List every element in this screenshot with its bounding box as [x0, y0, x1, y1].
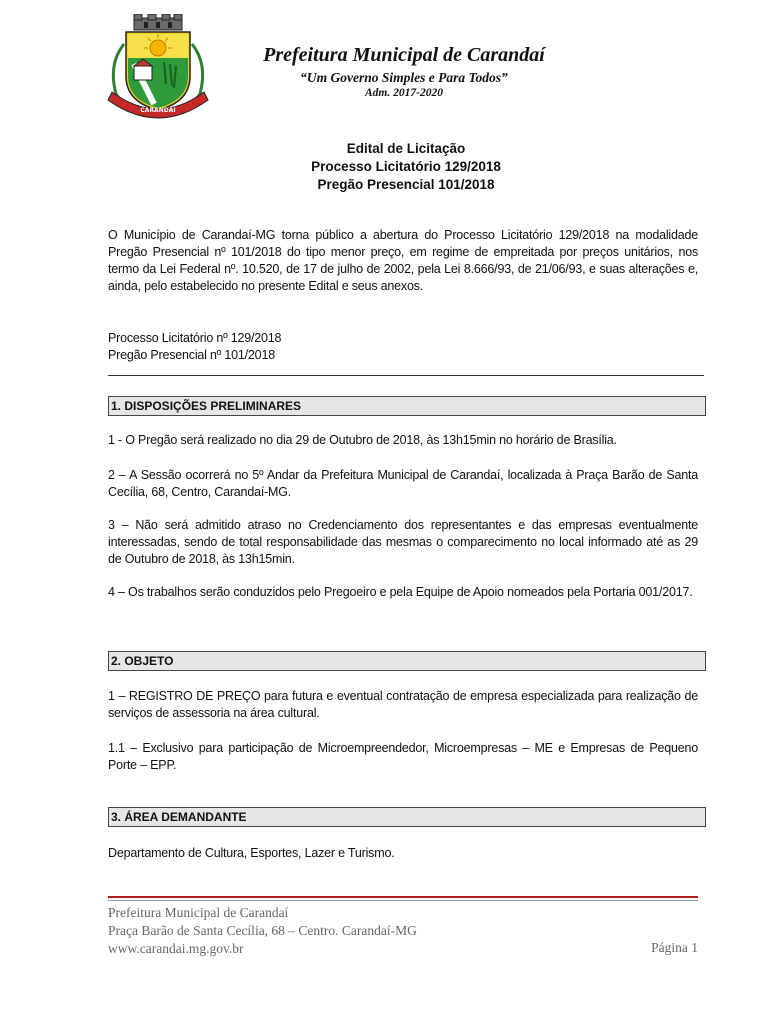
footer-website: www.carandai.mg.gov.br — [108, 941, 244, 956]
section2-paragraph-1: 1 – REGISTRO DE PREÇO para futura e eventual contratação de empresa especializada para realização de serviços de assessoria na área cultural. — [108, 689, 698, 720]
header-administration: Adm. 2017-2020 — [365, 87, 443, 99]
header-title: Prefeitura Municipal de Carandaí — [263, 44, 545, 66]
reference-process: Processo Licitatório nº 129/2018 — [108, 331, 282, 345]
title-line-2: Processo Licitatório 129/2018 — [311, 159, 501, 174]
section-heading-area-demandante: 3. ÁREA DEMANDANTE — [108, 807, 706, 827]
section-heading-preliminares: 1. DISPOSIÇÕES PRELIMINARES — [108, 396, 706, 416]
document-title — [108, 140, 704, 194]
process-reference — [108, 330, 698, 364]
section1-paragraph-1: 1 - O Pregão será realizado no dia 29 de Outubro de 2018, às 13h15min no horário de Brasília. — [108, 433, 617, 447]
section3-paragraph-1: Departamento de Cultura, Esportes, Lazer e Turismo. — [108, 846, 395, 860]
separator-line — [108, 375, 704, 376]
section1-paragraph-2: 2 – A Sessão ocorrerá no 5º Andar da Prefeitura Municipal de Carandaí, localizada à Praça Barão de Santa Cecília, 68, Centro, Carandaí-MG. — [108, 468, 698, 499]
footer-org-name: Prefeitura Municipal de Carandaí — [108, 905, 289, 920]
section2-paragraph-2: 1.1 – Exclusivo para participação de Microempreendedor, Microempresas – ME e Empresas de Pequeno Porte – EPP. — [108, 741, 698, 772]
section-heading-objeto: 2. OBJETO — [108, 651, 706, 671]
footer-page-number: Página 1 — [651, 940, 698, 955]
section1-paragraph-3: 3 – Não será admitido atraso no Credenciamento dos representantes e das empresas eventualmente interessadas, sendo de total responsabilidade das mesmas o comparecimento no local informado até as 29 de Outubro de 2018, às 13h15min. — [108, 518, 698, 566]
title-line-1: Edital de Licitação — [346, 141, 466, 156]
footer-divider-red — [108, 896, 698, 898]
municipal-crest-logo — [104, 14, 212, 126]
footer-divider-grey — [108, 900, 698, 901]
footer-address: Praça Barão de Santa Cecília, 68 – Centro. Carandaí-MG — [108, 923, 417, 938]
header-slogan: “Um Governo Simples e Para Todos” — [300, 70, 508, 85]
intro-paragraph: O Município de Carandaí-MG torna público a abertura do Processo Licitatório 129/2018 na modalidade Pregão Presencial nº 101/2018 do tipo menor preço, em regime de empreitada por preços unitários, nos termo da Lei Federal nº. 10.520, de 17 de julho de 2002, pela Lei 8.666/93, de 21/06/93, e suas alterações e, ainda, pelo estabelecido no presente Edital e seus anexos. — [108, 228, 698, 293]
reference-pregao: Pregão Presencial nº 101/2018 — [108, 348, 275, 362]
title-line-3: Pregão Presencial 101/2018 — [317, 177, 495, 192]
section1-paragraph-4: 4 – Os trabalhos serão conduzidos pelo Pregoeiro e pela Equipe de Apoio nomeados pela Portaria 001/2017. — [108, 585, 693, 599]
shield-icon — [126, 32, 190, 110]
crown-icon — [134, 14, 182, 30]
svg-text:CARANDAÍ: CARANDAÍ — [140, 107, 176, 114]
